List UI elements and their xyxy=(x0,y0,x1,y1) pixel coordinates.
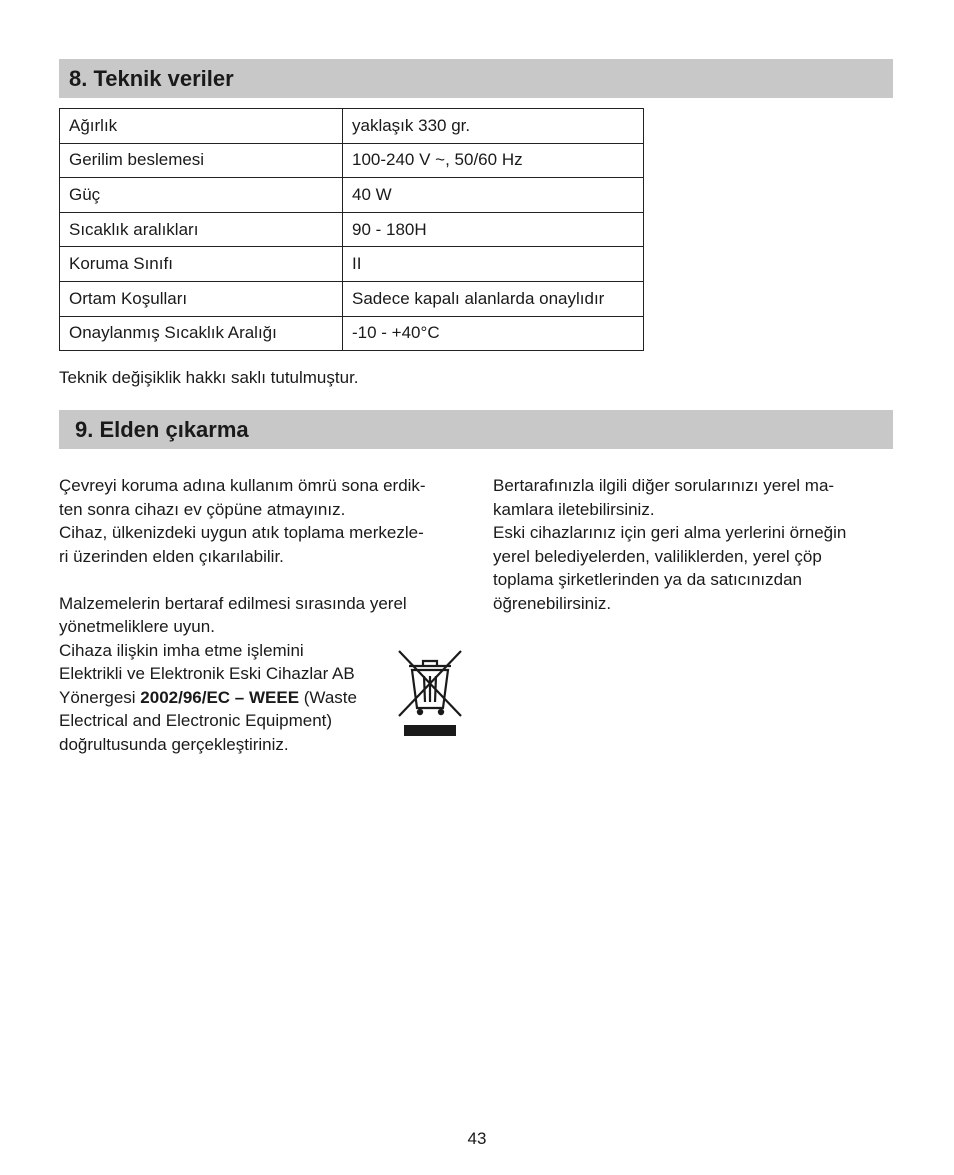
directive-line xyxy=(59,686,389,710)
table-row xyxy=(60,281,644,316)
paragraph-line: toplama şirketlerinden ya da satıcınızdan xyxy=(493,570,803,589)
section-9-title: 9. Elden çıkarma xyxy=(59,410,893,449)
spec-label: Ağırlık xyxy=(60,109,343,144)
page-number: 43 xyxy=(467,1129,487,1148)
table-row xyxy=(60,109,644,144)
paragraph-line: Cihaza ilişkin imha etme işlemini xyxy=(59,640,304,660)
spec-label: Onaylanmış Sıcaklık Aralığı xyxy=(60,316,343,351)
paragraph-line: yönetmeliklere uyun. xyxy=(59,617,215,636)
weee-crossed-bin-icon xyxy=(396,648,464,738)
paragraph-line: ten sonra cihazı ev çöpüne atmayınız. xyxy=(59,499,346,519)
paragraph-line: Eski cihazlarınız için geri alma yerlerini örneğin xyxy=(493,523,847,542)
table-row xyxy=(60,316,644,351)
table-row xyxy=(60,178,644,213)
paragraph-line: kamlara iletebilirsiniz. xyxy=(493,499,655,519)
directive-code: 2002/96/EC – WEEE xyxy=(140,687,300,707)
spec-value: 100-240 V ~, 50/60 Hz xyxy=(343,143,644,178)
spec-label: Koruma Sınıfı xyxy=(60,247,343,282)
paragraph-line: ri üzerinden elden çıkarılabilir. xyxy=(59,546,284,566)
directive-prefix: Yönergesi xyxy=(59,687,141,707)
paragraph-line: yerel belediyelerden, valiliklerden, yerel çöp xyxy=(493,546,822,566)
spec-label: Güç xyxy=(60,178,343,213)
spec-value: 90 - 180H xyxy=(343,212,644,247)
table-row xyxy=(60,247,644,282)
paragraph-line: Bertarafınızla ilgili diğer sorularınızı yerel ma- xyxy=(493,476,835,495)
paragraph-line: Electrical and Electronic Equipment) xyxy=(59,711,333,730)
spec-label: Ortam Koşulları xyxy=(60,281,343,316)
technical-data-table xyxy=(59,108,644,351)
spec-label: Gerilim beslemesi xyxy=(60,143,343,178)
paragraph-line: Malzemelerin bertaraf edilmesi sırasında yerel xyxy=(59,593,407,613)
spec-label: Sıcaklık aralıkları xyxy=(60,212,343,247)
spec-value: 40 W xyxy=(343,178,644,213)
paragraph-line: Elektrikli ve Elektronik Eski Cihazlar AB xyxy=(59,664,355,683)
table-row xyxy=(60,212,644,247)
table-row xyxy=(60,143,644,178)
directive-suffix: (Waste xyxy=(299,687,357,707)
spec-value: yaklaşık 330 gr. xyxy=(343,109,644,144)
paragraph-line: doğrultusunda gerçekleştiriniz. xyxy=(59,734,289,754)
section-8-title: 8. Teknik veriler xyxy=(59,59,893,98)
spec-value: II xyxy=(343,247,644,282)
paragraph-line: Cihaz, ülkenizdeki uygun atık toplama merkezle- xyxy=(59,523,424,542)
disposal-right-column xyxy=(493,474,893,615)
spec-value: -10 - +40°C xyxy=(343,316,644,351)
technical-change-note: Teknik değişiklik hakkı saklı tutulmuştur. xyxy=(59,368,359,387)
paragraph-line: öğrenebilirsiniz. xyxy=(493,593,612,613)
spec-value: Sadece kapalı alanlarda onaylıdır xyxy=(343,281,644,316)
paragraph-line: Çevreyi koruma adına kullanım ömrü sona erdik- xyxy=(59,476,426,495)
